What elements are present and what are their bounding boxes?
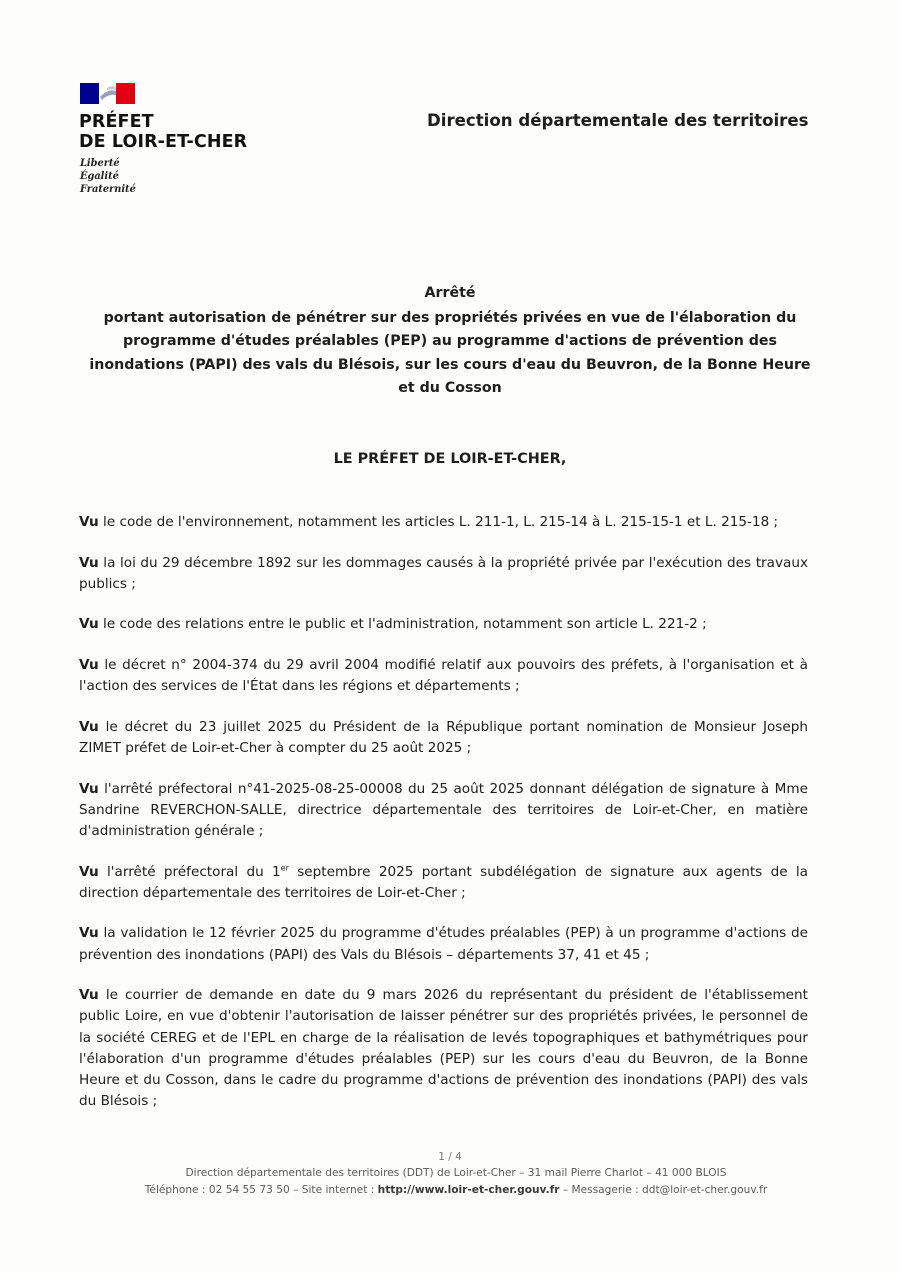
consideration-text: le code de l'environnement, notamment les articles L. 211-1, L. 215-14 à L. 215-15-1 et L. 215-18 ; xyxy=(98,514,779,530)
marianne-flag-icon xyxy=(80,83,135,104)
motto-egalite: Égalité xyxy=(80,171,119,182)
footer-phone: Téléphone : 02 54 55 73 50 – Site internet : xyxy=(144,1184,378,1196)
consideration-item xyxy=(79,512,808,533)
consideration-item xyxy=(79,923,808,965)
consideration-item xyxy=(79,655,808,697)
footer-contact xyxy=(0,1184,900,1196)
footer-mail-label: – Messagerie : xyxy=(559,1184,643,1196)
vu-keyword: Vu xyxy=(79,863,99,880)
page-number: 1 / 4 xyxy=(438,1151,462,1163)
consideration-item xyxy=(79,614,808,635)
issuing-service: Direction départementale des territoires xyxy=(427,111,809,130)
consideration-item xyxy=(79,553,808,595)
motto-fraternite: Fraternité xyxy=(80,184,136,195)
considerations-list xyxy=(79,512,808,1132)
decree-label: Arrêté xyxy=(424,285,476,301)
consideration-item xyxy=(79,717,808,759)
logo-line-1: PRÉFET xyxy=(79,112,154,132)
vu-keyword: Vu xyxy=(79,718,99,735)
vu-keyword: Vu xyxy=(79,616,99,633)
consideration-text-after: septembre 2025 portant subdélégation de signature aux agents de la direction départementale des territoires de Loir-et-Cher ; xyxy=(79,863,808,901)
motto-liberte: Liberté xyxy=(80,158,120,169)
vu-keyword: Vu xyxy=(79,514,99,530)
vu-keyword: Vu xyxy=(79,925,99,942)
prefet-heading: LE PRÉFET DE LOIR-ET-CHER, xyxy=(333,451,567,467)
ordinal-superscript: er xyxy=(280,863,289,873)
footer-website-link[interactable]: http://www.loir-et-cher.gouv.fr xyxy=(377,1184,560,1196)
consideration-item xyxy=(79,862,808,904)
logo-line-2: DE LOIR-ET-CHER xyxy=(79,132,248,152)
prefecture-logo-title xyxy=(79,112,247,152)
decree-subject: portant autorisation de pénétrer sur des propriétés privées en vue de l'élaboration du programme d'études préalables (PEP) au programme d'actions de prévention des inondations (PAPI) des vals du Blésois, sur les cours d'eau du Beuvron, de la Bonne Heure et du Cosson xyxy=(89,309,811,396)
decree-title xyxy=(80,282,820,401)
consideration-text: la loi du 29 décembre 1892 sur les dommages causés à la propriété privée par l'exécution des travaux publics ; xyxy=(79,554,808,592)
consideration-text-before: l'arrêté préfectoral du 1 xyxy=(98,863,281,880)
consideration-text: l'arrêté préfectoral n°41-2025-08-25-00008 du 25 août 2025 donnant délégation de signature à Mme Sandrine REVERCHON-SALLE, directrice départementale des territoires de Loir-et-Cher, en matière d'administration générale ; xyxy=(79,780,808,839)
consideration-text: le code des relations entre le public et l'administration, notamment son article L. 221-2 ; xyxy=(98,616,707,633)
vu-keyword: Vu xyxy=(79,780,99,797)
footer-email-link[interactable]: ddt@loir-et-cher.gouv.fr xyxy=(642,1184,768,1196)
vu-keyword: Vu xyxy=(79,987,99,1004)
consideration-text: le courrier de demande en date du 9 mars 2026 du représentant du président de l'établissement public Loire, en vue d'obtenir l'autorisation de laisser pénétrer sur des propriétés privées, le personnel de la société CEREG et de l'EPL en charge de la réalisation de levés topographiques et bathymétriques pour l'élaboration d'un programme d'études préalables (PEP) sur les cours d'eau du Beuvron, de la Bonne Heure et du Cosson, dans le cadre du programme d'actions de prévention des inondations (PAPI) des vals du Blésois ; xyxy=(79,987,808,1110)
republic-motto xyxy=(80,157,136,196)
vu-keyword: Vu xyxy=(79,656,99,673)
consideration-item xyxy=(79,985,808,1112)
vu-keyword: Vu xyxy=(79,554,99,571)
consideration-item xyxy=(79,779,808,843)
consideration-text: la validation le 12 février 2025 du programme d'études préalables (PEP) à un programme d'actions de prévention des inondations (PAPI) des Vals du Blésois – départements 37, 41 et 45 ; xyxy=(79,925,808,963)
footer-address: Direction départementale des territoires (DDT) de Loir-et-Cher – 31 mail Pierre Charlot – 41 000 BLOIS xyxy=(185,1167,727,1179)
consideration-text: le décret n° 2004-374 du 29 avril 2004 modifié relatif aux pouvoirs des préfets, à l'organisation et à l'action des services de l'État dans les régions et départements ; xyxy=(79,656,808,695)
consideration-text: le décret du 23 juillet 2025 du Président de la République portant nomination de Monsieur Joseph ZIMET préfet de Loir-et-Cher à compter du 25 août 2025 ; xyxy=(79,718,808,756)
